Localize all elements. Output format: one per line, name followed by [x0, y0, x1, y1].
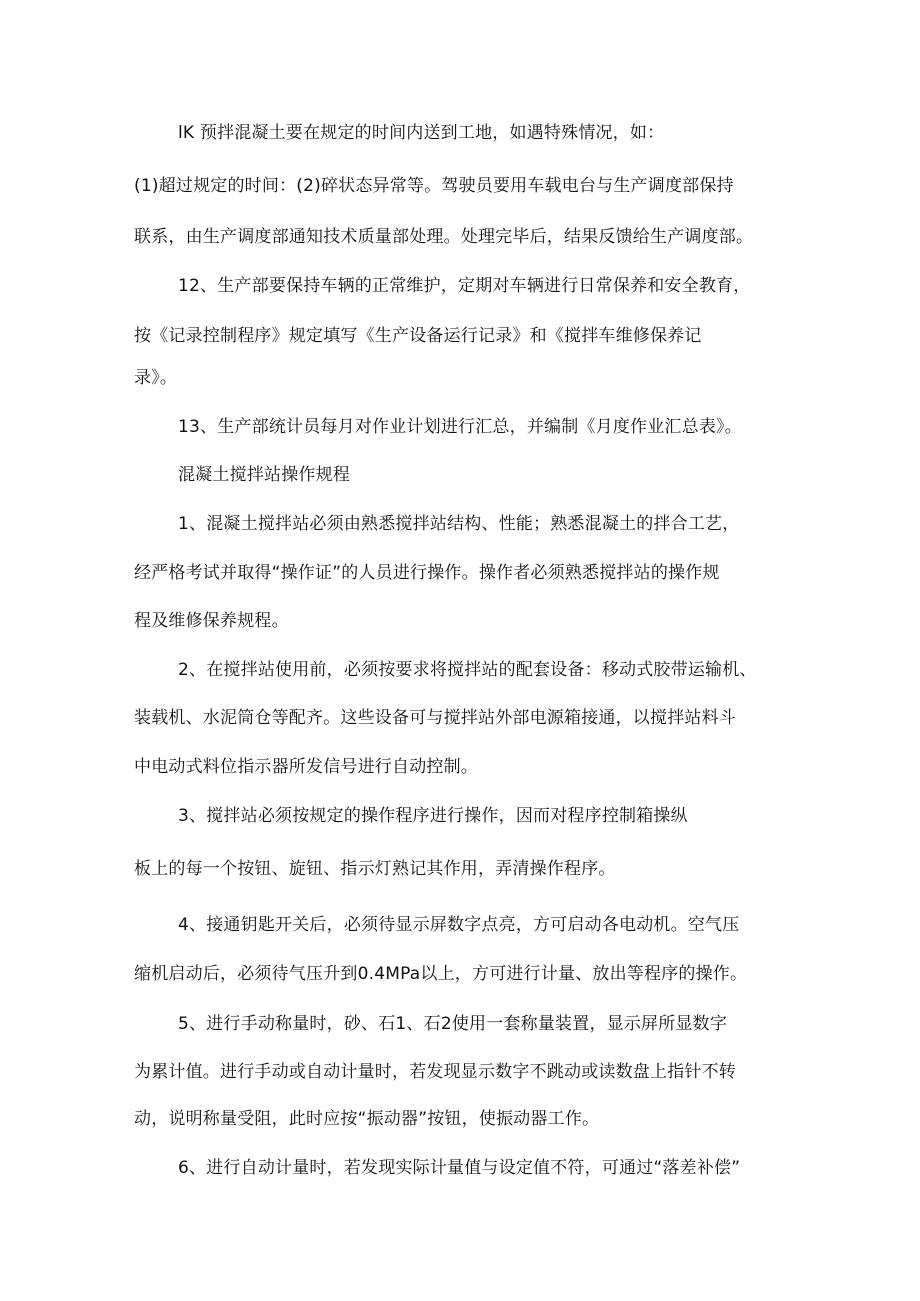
- text-line: 3、搅拌站必须按规定的操作程序进行操作，因而对程序控制箱操纵: [178, 806, 688, 826]
- text-line: 动，说明称量受阻，此时应按“振动器”按钮，使振动器工作。: [134, 1109, 600, 1129]
- text-line: 6、进行自动计量时，若发现实际计量值与设定值不符，可通过“落差补偿”: [178, 1158, 741, 1178]
- text-line: 12、生产部要保持车辆的正常维护，定期对车辆进行日常保养和安全教育，: [178, 276, 751, 296]
- text-line: (1)超过规定的时间：(2)碎状态异常等。驾驶员要用车载电台与生产调度部保持: [134, 176, 734, 196]
- text-line: 2、在搅拌站使用前，必须按要求将搅拌站的配套设备：移动式胶带运输机、: [178, 660, 757, 680]
- text-line: 板上的每一个按钮、旋钮、指示灯熟记其作用，弄清操作程序。: [134, 859, 616, 879]
- text-line: 装载机、水泥筒仓等配齐。这些设备可与搅拌站外部电源箱接通，以搅拌站料斗: [134, 708, 736, 728]
- text-line: lK 预拌混凝土要在规定的时间内送到工地，如遇特殊情况，如：: [178, 123, 665, 143]
- text-line: 为累计值。进行手动或自动计量时，若发现显示数字不跳动或读数盘上指针不转: [134, 1062, 736, 1082]
- section-heading: 混凝土搅拌站操作规程: [178, 465, 350, 485]
- text-line: 联系，由生产调度部通知技术质量部处理。处理完毕后，结果反馈给生产调度部。: [134, 227, 754, 247]
- text-line: 5、进行手动称量时，砂、石1、石2使用一套称量装置，显示屏所显数字: [178, 1014, 728, 1034]
- text-line: 录》。: [134, 368, 178, 388]
- text-line: 4、接通钥匙开关后，必须待显示屏数字点亮，方可启动各电动机。空气压: [178, 915, 740, 935]
- text-line: 缩机启动后，必须待气压升到0.4MPa以上，方可进行计量、放出等程序的操作。: [134, 964, 748, 984]
- text-line: 经严格考试并取得“操作证”的人员进行操作。操作者必须熟悉搅拌站的操作规: [134, 563, 720, 583]
- text-line: 13、生产部统计员每月对作业计划进行汇总，并编制《月度作业汇总表》。: [178, 417, 742, 437]
- text-line: 按《记录控制程序》规定填写《生产设备运行记录》和《搅拌车维修保养记: [134, 326, 702, 346]
- text-line: 程及维修保养规程。: [134, 611, 289, 631]
- text-line: 中电动式料位指示器所发信号进行自动控制。: [134, 757, 478, 777]
- text-line: 1、混凝土搅拌站必须由熟悉搅拌站结构、性能；熟悉混凝土的拌合工艺，: [178, 514, 740, 534]
